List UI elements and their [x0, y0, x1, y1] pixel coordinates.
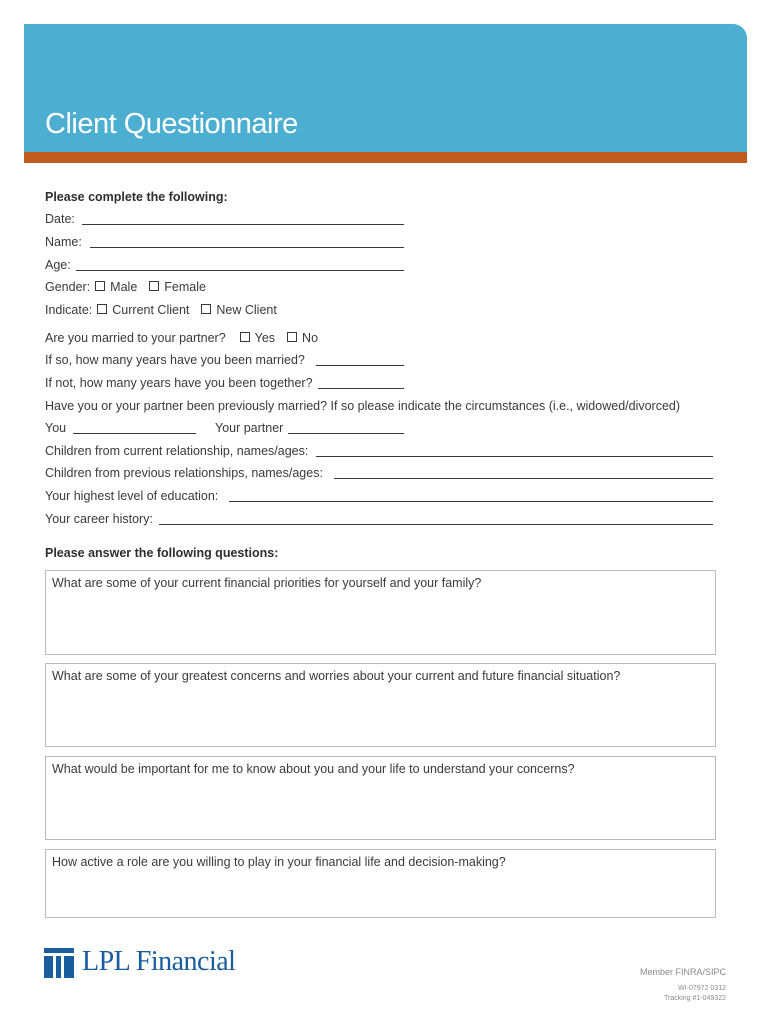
current-client-label: Current Client: [112, 303, 190, 317]
date-field[interactable]: [82, 224, 404, 225]
question-important: What would be important for me to know about you and your life to understand your concerns?: [52, 762, 575, 776]
married-no-label: No: [302, 331, 319, 345]
you-label: You: [45, 421, 67, 435]
married-row: [45, 330, 318, 346]
indicate-row: [45, 302, 277, 318]
gender-label: Gender:: [45, 280, 91, 294]
name-label: Name:: [45, 235, 82, 249]
tracking-number: Tracking #1-049322: [663, 995, 726, 1002]
children-current-field[interactable]: [316, 456, 713, 457]
married-yes-label: Yes: [254, 331, 276, 345]
years-together-field[interactable]: [318, 388, 404, 389]
years-married-label: If so, how many years have you been married?: [45, 353, 305, 367]
partner-label: Your partner: [215, 421, 284, 435]
female-label: Female: [164, 280, 206, 294]
indicate-label: Indicate:: [45, 303, 93, 317]
logo-text: LPL Financial: [82, 946, 236, 977]
question-priorities: What are some of your current financial priorities for yourself and your family?: [52, 576, 482, 590]
form-code: WI-07972 0312: [678, 985, 726, 992]
new-client-checkbox[interactable]: [201, 304, 211, 314]
age-label: Age:: [45, 258, 71, 272]
years-together-label: If not, how many years have you been together?: [45, 376, 313, 390]
education-field[interactable]: [229, 501, 713, 502]
you-field[interactable]: [73, 433, 196, 434]
question-concerns: What are some of your greatest concerns and worries about your current and future financial situation?: [52, 669, 621, 683]
female-checkbox[interactable]: [149, 281, 159, 291]
name-field[interactable]: [90, 247, 404, 248]
children-previous-label: Children from previous relationships, names/ages:: [45, 466, 323, 480]
career-label: Your career history:: [45, 512, 153, 526]
children-current-label: Children from current relationship, names/ages:: [45, 444, 309, 458]
page-title: Client Questionnaire: [45, 108, 298, 140]
header-stripe: [24, 152, 747, 163]
answer-box-active-role[interactable]: [45, 849, 716, 918]
age-field[interactable]: [76, 270, 404, 271]
children-previous-field[interactable]: [334, 478, 713, 479]
married-no-checkbox[interactable]: [287, 332, 297, 342]
years-married-field[interactable]: [316, 365, 404, 366]
career-field[interactable]: [159, 524, 713, 525]
member-text: Member FINRA/SIPC: [639, 967, 726, 977]
section-heading-answer: Please answer the following questions:: [45, 546, 279, 560]
answer-box-important[interactable]: [45, 756, 716, 840]
current-client-checkbox[interactable]: [97, 304, 107, 314]
answer-box-priorities[interactable]: [45, 570, 716, 655]
previously-married-label: Have you or your partner been previously married? If so please indicate the circumstances (i.e., widowed/divorced): [45, 399, 681, 413]
education-label: Your highest level of education:: [45, 489, 219, 503]
date-label: Date:: [45, 212, 75, 226]
new-client-label: New Client: [216, 303, 277, 317]
married-yes-checkbox[interactable]: [240, 332, 250, 342]
gender-row: [45, 279, 206, 295]
lpl-logo-mark-icon: [44, 948, 74, 978]
question-active-role: How active a role are you willing to play in your financial life and decision-making?: [52, 855, 506, 869]
married-label: Are you married to your partner?: [45, 331, 226, 345]
partner-field[interactable]: [288, 433, 404, 434]
answer-box-concerns[interactable]: [45, 663, 716, 747]
section-heading-complete: Please complete the following:: [45, 190, 228, 204]
male-checkbox[interactable]: [95, 281, 105, 291]
male-label: Male: [110, 280, 138, 294]
